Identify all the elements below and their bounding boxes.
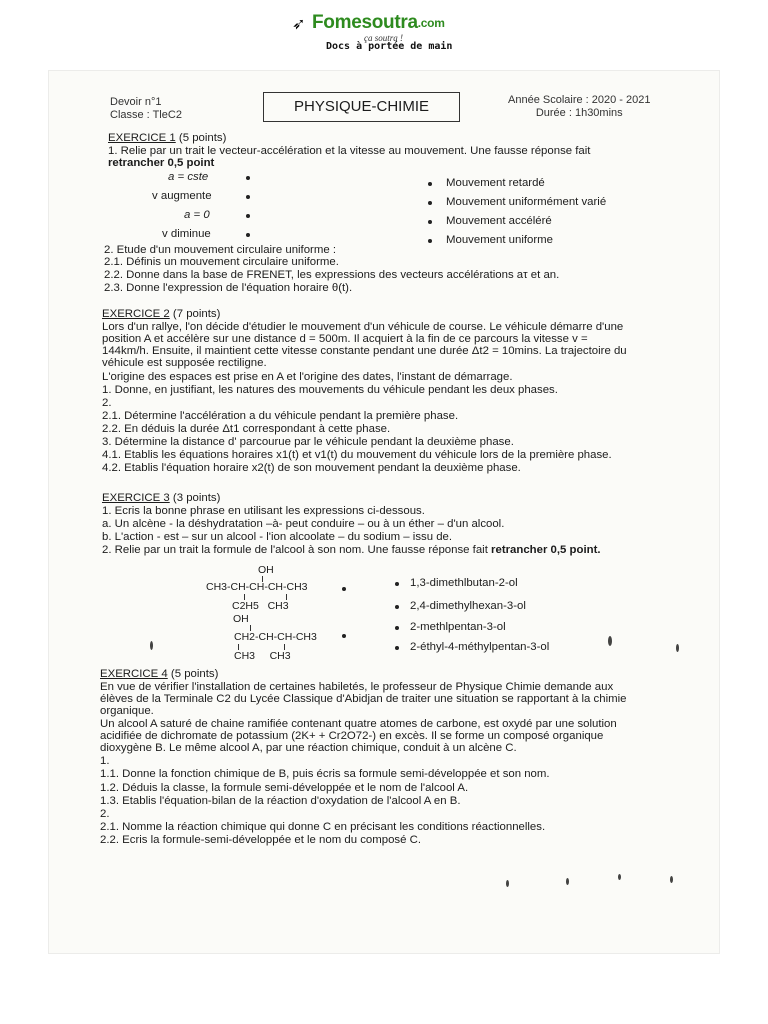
- ex2-line: véhicule est supposée rectiligne.: [102, 357, 267, 369]
- alcohol-name-3: 2-methlpentan-3-ol: [410, 621, 506, 633]
- scan-mark: [676, 644, 679, 652]
- name-bullet: [395, 582, 399, 586]
- ex4-line: 1.3. Etablis l'équation-bilan de la réaction d'oxydation de l'alcool A en B.: [100, 795, 461, 807]
- ex4-line: organique.: [100, 705, 154, 717]
- alcohol-name-4: 2-éthyl-4-méthylpentan-3-ol: [410, 641, 550, 653]
- scan-mark: [618, 874, 621, 880]
- ex1-q1: 1. Relie par un trait le vecteur-accélération et la vitesse au mouvement. Une fausse réponse fait: [108, 145, 591, 157]
- ex4-points: (5 points): [170, 668, 219, 680]
- ex3-q2-text: 2. Relie par un trait la formule de l'alcool à son nom. Une fausse réponse fait: [102, 544, 488, 556]
- formula2-main: CH2-CH-CH-CH3: [234, 631, 317, 643]
- exam-sheet: [48, 70, 720, 954]
- header-right: [508, 94, 651, 120]
- ex1-heading: [108, 132, 226, 144]
- ex3-title: EXERCICE 3: [102, 492, 170, 504]
- header-left: [110, 96, 182, 122]
- alcohol-name-2: 2,4-dimethylhexan-3-ol: [410, 600, 526, 612]
- ex4-line: 1.2. Déduis la classe, la formule semi-développée et le nom de l'alcool A.: [100, 782, 469, 794]
- ex4-line: acidifiée de dichromate de potassium (2K+ + Cr2O72-) en excès. Il se forme un composé organique: [100, 730, 604, 742]
- devoir-number: Devoir n°1: [110, 96, 162, 108]
- right-item-4: Mouvement uniforme: [446, 234, 553, 246]
- scan-mark: [670, 876, 673, 883]
- ex2-line: L'origine des espaces est prise en A et l'origine des dates, l'instant de démarrage.: [102, 371, 513, 383]
- left-bullet: [246, 214, 250, 218]
- ex2-points: (7 points): [172, 308, 221, 320]
- name-bullet: [395, 626, 399, 630]
- ex3-line: a. Un alcène - la déshydratation –à- peut conduire – ou à un éther – d'un alcool.: [102, 518, 505, 530]
- logo-tagline: Docs à portée de main: [326, 41, 453, 52]
- left-item-2: v augmente: [152, 190, 212, 202]
- right-item-3: Mouvement accéléré: [446, 215, 552, 227]
- ex2-heading: [102, 308, 220, 320]
- page-title: PHYSIQUE-CHIMIE: [263, 92, 460, 122]
- scan-mark: [566, 878, 569, 885]
- right-bullet: [428, 220, 432, 224]
- ex4-line: 1.1. Donne la fonction chimique de B, puis écris sa formule semi-développée et son nom.: [100, 768, 550, 780]
- formula-bullet: [342, 634, 346, 638]
- site-logo: [292, 12, 482, 56]
- ex4-line: dioxygène B. Le même alcool A, par une réaction chimique, conduit à un alcène C.: [100, 742, 517, 754]
- ex2-line: 4.2. Etablis l'équation horaire x2(t) de son mouvement pendant la deuxième phase.: [102, 462, 521, 474]
- formula1-oh: OH: [258, 564, 274, 576]
- scan-mark: [150, 641, 153, 650]
- formula1-main: CH3-CH-CH-CH-CH3: [206, 581, 308, 593]
- alcohol-name-1: 1,3-dimethlbutan-2-ol: [410, 577, 518, 589]
- ex3-q2: [102, 544, 601, 556]
- ex2-line: 4.1. Etablis les équations horaires x1(t) et v1(t) du mouvement du véhicule lors de la première phase.: [102, 449, 612, 461]
- right-bullet: [428, 239, 432, 243]
- ex3-points: (3 points): [172, 492, 221, 504]
- logo-name: Fomesoutra.com: [312, 12, 445, 33]
- ex2-line: position A et accélère sur une distance d = 500m. Il acquiert à la fin de ce parcours la vitesse v =: [102, 333, 588, 345]
- ex2-line: Lors d'un rallye, l'on décide d'étudier le mouvement d'un véhicule de course. Le véhicule démarre d'une: [102, 321, 624, 333]
- formula-bullet: [342, 587, 346, 591]
- formula2-subs: CH3 CH3: [234, 650, 291, 662]
- ex4-line: 2.2. Ecris la formule-semi-développée et le nom du composé C.: [100, 834, 421, 846]
- ex1-q1-penalty: retrancher 0,5 point: [108, 157, 215, 169]
- logo-slogan: ça soutra !: [364, 33, 403, 43]
- right-bullet: [428, 182, 432, 186]
- right-item-1: Mouvement retardé: [446, 177, 545, 189]
- ex2-line: 2.: [102, 397, 112, 409]
- class-label: Classe : TleC2: [110, 109, 182, 121]
- ex4-line: 2.1. Nomme la réaction chimique qui donne C en précisant les conditions réactionnelles.: [100, 821, 546, 833]
- ex1-q21: 2.1. Définis un mouvement circulaire uniforme.: [104, 256, 339, 268]
- ex1-title: EXERCICE 1: [108, 132, 176, 144]
- name-bullet: [395, 605, 399, 609]
- left-bullet: [246, 195, 250, 199]
- ex2-title: EXERCICE 2: [102, 308, 170, 320]
- left-item-3: a = 0: [184, 209, 210, 221]
- left-bullet: [246, 233, 250, 237]
- ex2-line: 2.1. Détermine l'accélération a du véhicule pendant la première phase.: [102, 410, 459, 422]
- ex4-line: 2.: [100, 808, 110, 820]
- duration: Durée : 1h30mins: [535, 107, 623, 119]
- ex4-title: EXERCICE 4: [100, 668, 168, 680]
- ex4-line: élèves de la Terminale C2 du Lycée Classique d'Abidjan de traiter une situation se rapportant à la chimie: [100, 693, 627, 705]
- name-bullet: [395, 646, 399, 650]
- ex2-line: 1. Donne, en justifiant, les natures des mouvements du véhicule pendant les deux phases.: [102, 384, 558, 396]
- left-item-4: v diminue: [162, 228, 211, 240]
- ex1-points: (5 points): [178, 132, 227, 144]
- left-item-1: a = cste: [168, 171, 209, 183]
- formula1-subs: C2H5 CH3: [232, 600, 289, 612]
- right-bullet: [428, 201, 432, 205]
- ex4-line: 1.: [100, 755, 110, 767]
- ex3-line: b. L'action - est – sur un alcool - l'ion alcoolate – du sodium – issu de.: [102, 531, 453, 543]
- ex4-heading: [100, 668, 218, 680]
- ex3-q2-penalty: retrancher 0,5 point.: [491, 544, 601, 556]
- ex1-q23: 2.3. Donne l'expression de l'équation horaire θ(t).: [104, 282, 353, 294]
- ex2-line: 3. Détermine la distance d' parcourue par le véhicule pendant la deuxième phase.: [102, 436, 514, 448]
- left-bullet: [246, 176, 250, 180]
- scan-mark: [608, 636, 612, 646]
- ex3-heading: [102, 492, 220, 504]
- ex2-line: 2.2. En déduis la durée Δt1 correspondant à cette phase.: [102, 423, 391, 435]
- right-item-2: Mouvement uniformément varié: [446, 196, 607, 208]
- runner-icon: ➶: [292, 16, 306, 33]
- school-year: Année Scolaire : 2020 - 2021: [508, 94, 651, 106]
- ex1-q22: 2.2. Donne dans la base de FRENET, les expressions des vecteurs accélérations aτ et an.: [104, 269, 560, 281]
- ex4-line: En vue de vérifier l'installation de certaines habiletés, le professeur de Physique Chimie demande aux: [100, 681, 614, 693]
- scan-mark: [506, 880, 509, 887]
- ex2-line: 144km/h. Ensuite, il maintient cette vitesse constante pendant une durée Δt2 = 10mins. La trajectoire du: [102, 345, 627, 357]
- ex1-q2: 2. Etude d'un mouvement circulaire uniforme :: [104, 244, 337, 256]
- ex4-line: Un alcool A saturé de chaine ramifiée contenant quatre atomes de carbone, est oxydé par une solution: [100, 718, 617, 730]
- ex3-line: 1. Ecris la bonne phrase en utilisant les expressions ci-dessous.: [102, 505, 425, 517]
- formula2-oh: OH: [233, 613, 249, 625]
